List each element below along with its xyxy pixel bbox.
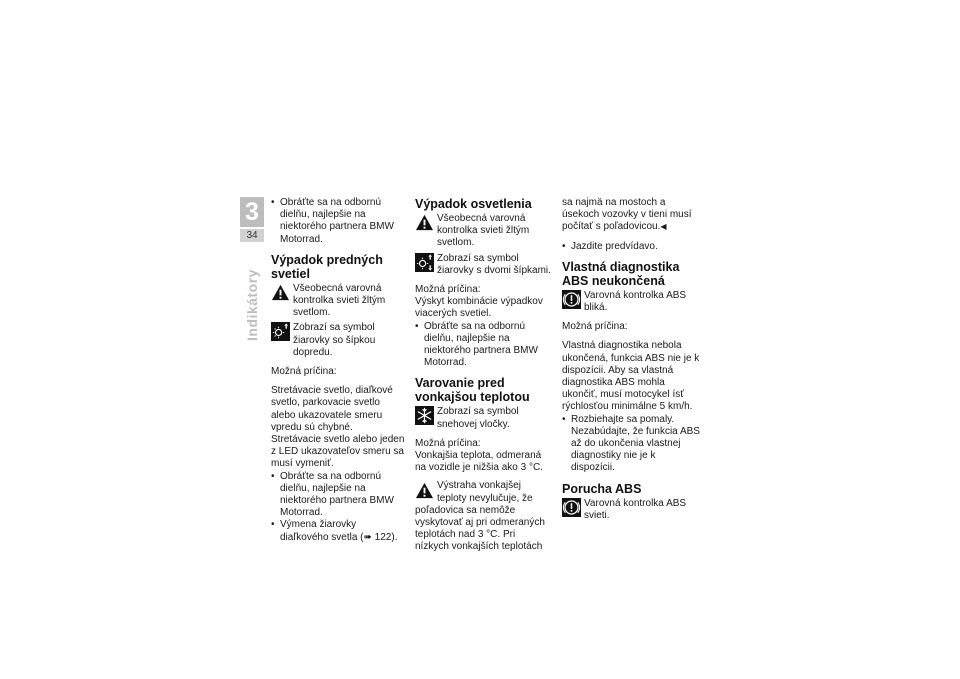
heading-abs-selfdiag: Vlastná diagnostika ABS neukončená <box>562 259 680 288</box>
chapter-number: 3 <box>240 197 264 227</box>
symbol-row <box>415 253 551 277</box>
symbol-row <box>271 283 407 320</box>
warning-triangle-icon <box>415 213 434 232</box>
cause-text: Stretávacie svetlo, diaľkové svetlo, parkovacie svetlo alebo ukazovatele smeru vpredu sú chybné. <box>271 385 393 433</box>
cause-label: Možná príčina: <box>415 437 481 449</box>
page-ref-arrow-icon: ➠ <box>363 531 372 543</box>
heading-outside-temp: Varovanie pred vonkajšou teplotou <box>415 376 530 405</box>
cause-text: Vonkajšia teplota, odmeraná na vozidle je nižšia ako 3 °C. <box>415 450 543 474</box>
symbol-row <box>415 406 551 430</box>
symbol-text: Všeobecná varovná kontrolka svieti žltým svetlom. <box>293 282 386 319</box>
symbol-text: Varovná kontrolka ABS svieti. <box>584 497 687 521</box>
warning-block <box>415 480 551 553</box>
column-3 <box>562 197 700 525</box>
cause-text: Výskyt kombinácie výpadkov viacerých svetiel. <box>415 296 543 320</box>
bullet-item: • Rozbiehajte sa pomaly. Nezabúdajte, že funkcia ABS až do ukončenia vlastnej diagnostiky nie je k dispozícii. <box>562 414 700 475</box>
bullet-item <box>271 519 407 543</box>
heading-lighting-failure: Výpadok osvetlenia <box>415 197 532 211</box>
bullet-item: • Obráťte sa na odbornú dielňu, najlepšie na niektorého partnera BMW Motorrad. <box>271 471 407 520</box>
bullet-text: 122). <box>371 531 398 543</box>
bullet-item: • Obráťte sa na odbornú dielňu, najlepšie na niektorého partnera BMW Motorrad. <box>415 321 551 370</box>
page-number: 34 <box>240 229 264 242</box>
end-mark-icon: ◀ <box>660 222 667 232</box>
cause-label: Možná príčina: <box>562 321 628 333</box>
bulb-two-arrows-icon <box>415 253 434 272</box>
bullet-item: • Jazdite predvídavo. <box>562 241 700 253</box>
chapter-sidebar <box>240 197 264 242</box>
cause-label: Možná príčina: <box>415 284 481 296</box>
symbol-row <box>562 498 700 522</box>
cause-text: Stretávacie svetlo alebo jeden z LED ukazovateľov smeru sa musí vymeniť. <box>271 434 405 470</box>
abs-warning-icon <box>562 290 581 309</box>
symbol-text: Zobrazí sa symbol snehovej vločky. <box>437 406 519 430</box>
symbol-row <box>562 290 700 314</box>
symbol-text: Zobrazí sa symbol žiarovky s dvomi šípkami. <box>437 252 551 276</box>
continued-text-body: sa najmä na mostoch a úsekoch vozovky v tieni musí počítať s poľadovicou. <box>562 197 692 233</box>
continued-text <box>562 197 700 234</box>
bulb-front-arrow-icon <box>271 322 290 341</box>
cause-text: Vlastná diagnostika nebola ukončená, funkcia ABS nie je k dispozícii. Aby sa vlastná diagnostika ABS mohla ukončiť, musí motocykel ísť rýchlosťou minimálne 5 km/h. <box>562 340 700 413</box>
heading-abs-fault: Porucha ABS <box>562 481 642 496</box>
cause-label: Možná príčina: <box>271 366 337 378</box>
column-2 <box>415 197 551 554</box>
symbol-row <box>415 213 551 250</box>
warning-triangle-icon <box>415 481 434 500</box>
section-label: Indikátory <box>244 269 260 341</box>
warning-text: Výstraha vonkajšej teploty nevylučuje, že poľadovica sa nemôže vyskytovať aj pri odmeraných teplotách nad 3 °C. Pri nízkych vonkajších teplotách <box>415 480 545 553</box>
warning-triangle-icon <box>271 283 290 302</box>
intro-bullet: • Obráťte sa na odbornú dielňu, najlepšie na niektorého partnera BMW Motorrad. <box>271 197 407 246</box>
bullet-text: Výmena žiarovky diaľkového svetla ( <box>280 519 364 543</box>
symbol-row <box>271 322 407 359</box>
symbol-text: Zobrazí sa symbol žiarovky so šípkou dopredu. <box>293 322 376 358</box>
heading-front-lights: Výpadok predných svetiel <box>271 252 383 281</box>
snowflake-icon <box>415 406 434 425</box>
abs-warning-icon <box>562 498 581 517</box>
column-1 <box>271 197 407 544</box>
symbol-text: Varovná kontrolka ABS bliká. <box>584 289 687 314</box>
symbol-text: Všeobecná varovná kontrolka svieti žltým svetlom. <box>437 213 530 249</box>
